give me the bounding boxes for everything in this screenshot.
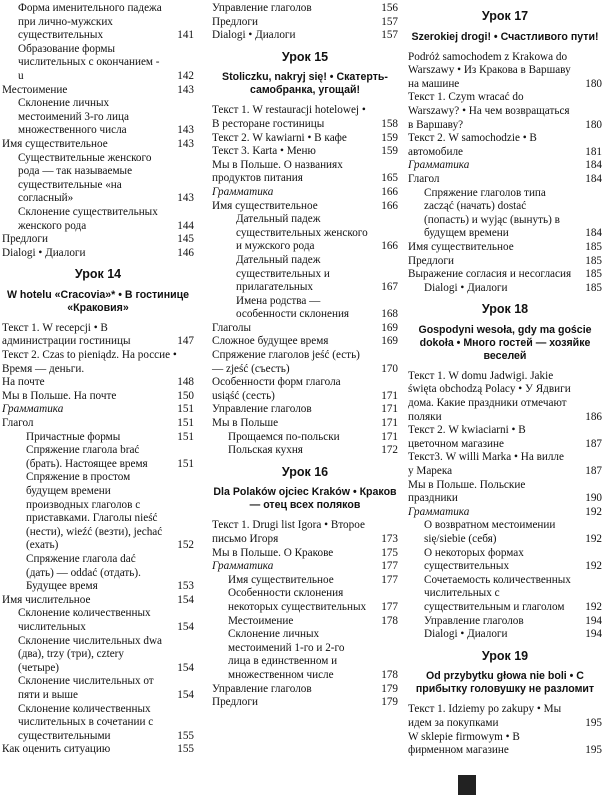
- toc-entry: [408, 255, 602, 269]
- toc-entry-title: Спряжение глаголов типа zacząć (начать) dostać (попасть) и wyjąc (вынуть) в будущем времени: [424, 186, 560, 240]
- toc-entry-title: О некоторых формах существительных: [424, 546, 524, 573]
- toc-entry: [408, 615, 602, 629]
- toc-entry: [212, 200, 398, 214]
- lesson-heading: [408, 650, 602, 697]
- toc-entry-title: Местоимение: [2, 83, 68, 96]
- toc-entry: [408, 451, 602, 478]
- toc-entry-title: Мы в Польше. О Кракове: [212, 546, 334, 559]
- toc-entry: [212, 295, 398, 322]
- toc-entry-title: Предлоги: [408, 254, 454, 267]
- toc-page-number: 170: [381, 362, 398, 375]
- toc-entry: [2, 349, 194, 376]
- toc-entry-title: Имя существительное: [2, 137, 108, 150]
- toc-entry-title: Имя числительное: [2, 593, 91, 606]
- toc-entry-title: Управление глаголов: [424, 614, 524, 627]
- toc-entry-title: Спряжение в простом будущем времени производных глаголов с приставками. Глаголы nieść (нести), wieźć (везти), jechać (ехать): [26, 471, 163, 552]
- toc-page-number: 165: [381, 172, 398, 185]
- toc-entry-title: Склонение количественных числительных в сочетании с существительными: [18, 702, 154, 742]
- toc-page-number: 171: [381, 389, 398, 402]
- toc-page-number: 186: [585, 410, 602, 423]
- toc-entry-title: Текст 2. W samochodzie • В автомобиле: [408, 132, 537, 158]
- toc-entry-title: Управление глаголов: [212, 682, 312, 695]
- toc-entry: [408, 282, 602, 296]
- lesson-number: Урок 17: [481, 9, 529, 23]
- toc-entry: [2, 635, 194, 676]
- toc-entry: [2, 97, 194, 138]
- toc-entry: [212, 417, 398, 431]
- toc-page-number: 166: [381, 240, 398, 253]
- toc-entry: [2, 471, 194, 553]
- toc-entry-title: Выражение согласия и несогласия: [408, 268, 572, 281]
- toc-page-number: 185: [585, 281, 602, 294]
- toc-page-number: 173: [381, 533, 398, 545]
- toc-page-number: 159: [381, 145, 398, 158]
- toc-page-number: 167: [381, 281, 398, 294]
- toc-entry-title: Имя существительное: [228, 573, 334, 586]
- toc-entry: [408, 268, 602, 282]
- lesson-number: Урок 14: [74, 267, 122, 282]
- toc-entry-title: Грамматика: [2, 403, 64, 416]
- lesson-number: Урок 16: [281, 464, 329, 479]
- toc-entry-title: Предлоги: [212, 15, 258, 28]
- toc-entry: [2, 703, 194, 744]
- toc-page-number: 151: [177, 430, 194, 443]
- toc-entry-title: Podróż samochodem z Krakowa do Warszawy • Из Кракова в Варшаву на машине: [408, 50, 571, 90]
- toc-entry: [212, 403, 398, 417]
- toc-entry: [212, 444, 398, 458]
- toc-page-number: 190: [585, 492, 602, 505]
- toc-page-number: 178: [381, 668, 398, 681]
- toc-page-number: 187: [585, 437, 602, 450]
- toc-page-number: 154: [177, 661, 194, 674]
- toc-entry-title: Польская кухня: [228, 444, 303, 457]
- toc-entry: [2, 247, 194, 261]
- lesson-title: Od przybytku głowa nie boli • С прибытку головушку не разломит: [415, 670, 595, 696]
- toc-entry: [408, 159, 602, 173]
- toc-page-number: 158: [381, 117, 398, 130]
- toc-entry: [408, 241, 602, 255]
- toc-page-number: 179: [381, 682, 398, 695]
- toc-entry: [2, 2, 194, 43]
- toc-entry: [2, 43, 194, 84]
- toc-entry-title: Сложное будущее время: [212, 335, 329, 348]
- toc-page-number: 192: [585, 560, 602, 573]
- toc-entry: [408, 628, 602, 642]
- toc-entry-title: Имя существительное: [408, 240, 514, 253]
- toc-entry: [2, 553, 194, 594]
- toc-entry: [212, 696, 398, 710]
- toc-page-number: 169: [381, 335, 398, 348]
- toc-page-number: 151: [177, 457, 194, 470]
- toc-entry-title: Текст 2. W kwiaciarni • В цветочном магазине: [408, 424, 526, 450]
- toc-entry-title: Грамматика: [212, 185, 274, 198]
- toc-page-number: 172: [381, 444, 398, 457]
- toc-entry: [212, 574, 398, 588]
- toc-page-number: 144: [177, 219, 194, 232]
- toc-entry: [2, 431, 194, 445]
- toc-page-number: 148: [177, 376, 194, 389]
- toc-page-number: 184: [585, 227, 602, 240]
- toc-page-number: 142: [177, 69, 194, 82]
- lesson-heading: [408, 303, 602, 363]
- toc-entry-title: О возвратном местоимении się/siebie (себя): [424, 519, 556, 545]
- toc-entry: [408, 703, 602, 730]
- toc-entry-title: Текст 1. W restauracji hotelowej • В ресторане гостиницы: [212, 104, 366, 130]
- toc-entry-title: Особенности форм глагола usiąść (сесть): [212, 376, 341, 402]
- toc-page-number: 141: [177, 29, 194, 42]
- toc-entry: [212, 145, 398, 159]
- toc-entry: [212, 2, 398, 16]
- toc-entry-title: Текст3. W willi Marka • На вилле у Марека: [408, 451, 564, 478]
- toc-page-number: 153: [177, 580, 194, 593]
- toc-page-number: 151: [177, 403, 194, 416]
- toc-entry-title: Предлоги: [212, 696, 258, 709]
- toc-entry-title: Управление глаголов: [212, 403, 312, 416]
- toc-column-2: [212, 2, 398, 710]
- toc-page-number: 180: [585, 77, 602, 90]
- toc-entry-title: На почте: [2, 376, 45, 389]
- toc-entry-title: Склонение числительных от пяти и выше: [18, 675, 154, 701]
- toc-entry-title: W sklepie firmowym • В фирменном магазине: [408, 730, 520, 757]
- toc-page-number: 187: [585, 465, 602, 478]
- toc-entry: [2, 594, 194, 608]
- toc-entry-title: Особенности склонения некоторых существительных: [228, 587, 367, 613]
- toc-page-number: 181: [585, 145, 602, 158]
- toc-entry: [212, 519, 398, 546]
- toc-entry: [212, 683, 398, 697]
- toc-entry: [408, 132, 602, 159]
- toc-entry-title: Текст 2. Czas to pieniądz. На россие • Время — деньги.: [2, 349, 177, 375]
- toc-page-number: 175: [381, 546, 398, 559]
- toc-page-number: 194: [585, 628, 602, 641]
- toc-entry: [2, 675, 194, 702]
- toc-entry: [2, 84, 194, 98]
- toc-page-number: 152: [177, 539, 194, 552]
- toc-entry: [408, 479, 602, 506]
- toc-page-number: 184: [585, 172, 602, 185]
- toc-entry: [212, 104, 398, 131]
- toc-page-number: 194: [585, 614, 602, 627]
- toc-entry-title: Управление глаголов: [212, 2, 312, 14]
- toc-page-number: 155: [177, 743, 194, 756]
- lesson-heading: [212, 466, 398, 513]
- toc-page-number: 177: [381, 600, 398, 613]
- toc-entry: [212, 322, 398, 336]
- toc-entry-title: Текст 1. Czym wracać do Warszawy? • На чем возвращаться в Варшаву?: [408, 91, 570, 131]
- toc-page-number: 171: [381, 417, 398, 430]
- lesson-title: W hotelu «Cracovia»* • В гостинице «Краковия»: [6, 288, 190, 314]
- toc-entry-title: Мы в Польше: [212, 417, 279, 430]
- toc-entry-title: Склонение количественных числительных: [18, 607, 151, 633]
- toc-page-number: 177: [381, 573, 398, 586]
- toc-page-number: 143: [177, 124, 194, 137]
- toc-page-number: 195: [585, 744, 602, 757]
- toc-entry: [212, 132, 398, 146]
- toc-page-number: 159: [381, 131, 398, 144]
- toc-entry-title: Dialogi • Диалоги: [424, 628, 508, 641]
- toc-page-number: 171: [381, 430, 398, 443]
- toc-entry: [2, 233, 194, 247]
- toc-entry-title: Dialogi • Диалоги: [424, 281, 508, 294]
- toc-entry: [408, 547, 602, 574]
- toc-entry-title: Глаголы: [212, 321, 252, 334]
- toc-entry-title: Текст 1. Drugi list Igora • Второе письмо Игоря: [212, 519, 365, 545]
- toc-entry-title: Мы в Польше. Польские праздники: [408, 478, 526, 505]
- toc-entry: [2, 376, 194, 390]
- toc-entry-title: Грамматика: [212, 560, 274, 573]
- toc-entry-title: Спряжение глаголов jeść (есть) — zjeść (съесть): [212, 349, 360, 375]
- toc-entry: [212, 587, 398, 614]
- toc-page-number: 150: [177, 389, 194, 402]
- toc-entry: [408, 424, 602, 451]
- toc-page-number: 166: [381, 185, 398, 198]
- toc-entry: [212, 615, 398, 629]
- toc-page-number: 178: [381, 614, 398, 627]
- toc-page-number: 154: [177, 688, 194, 701]
- toc-page-number: 195: [585, 716, 602, 729]
- lesson-number: Урок 19: [481, 648, 529, 663]
- toc-entry-title: Склонение существительных женского рода: [18, 205, 158, 232]
- toc-page-number: 166: [381, 199, 398, 212]
- toc-entry: [408, 187, 602, 241]
- toc-entry: [2, 322, 194, 349]
- toc-entry: [408, 51, 602, 92]
- toc-entry: [2, 152, 194, 206]
- toc-page-number: 185: [585, 254, 602, 267]
- toc-entry-title: Существительные женского рода — так называемые существительные «на согласный»: [18, 151, 152, 205]
- lesson-title: Szerokiej drogi! • Счастливого пути!: [411, 30, 599, 43]
- toc-entry: [408, 519, 602, 546]
- toc-entry: [2, 743, 194, 757]
- toc-entry: [212, 186, 398, 200]
- toc-page-number: 154: [177, 620, 194, 633]
- toc-entry: [408, 731, 602, 758]
- toc-entry: [2, 138, 194, 152]
- toc-page-number: 157: [381, 29, 398, 42]
- toc-page-number: 157: [381, 15, 398, 28]
- toc-entry-title: Дательный падеж существительных и прилагательных: [236, 253, 330, 294]
- toc-entry-title: Мы в Польше. На почте: [2, 389, 117, 402]
- toc-entry: [2, 206, 194, 233]
- toc-entry-title: Dialogi • Диалоги: [2, 246, 86, 259]
- toc-entry-title: Глагол: [2, 417, 34, 430]
- toc-entry-title: Склонение числительных dwa (два), trzy (три), cztery (четыре): [18, 634, 162, 674]
- toc-entry: [212, 29, 398, 43]
- toc-page-number: 192: [585, 600, 602, 613]
- stamp-mark: [458, 775, 476, 795]
- toc-entry-title: Склонение личных местоимений 1-го и 2-го лица в единственном и множественном числе: [228, 628, 345, 681]
- lesson-heading: [408, 10, 602, 44]
- toc-entry-title: Прощаемся по-польски: [228, 430, 340, 443]
- toc-entry: [212, 349, 398, 376]
- lesson-heading: [212, 51, 398, 98]
- toc-entry: [212, 16, 398, 30]
- toc-entry-title: Глагол: [408, 172, 440, 185]
- toc-page-number: 185: [585, 240, 602, 253]
- toc-entry-title: Мы в Польше. О названиях продуктов питания: [212, 158, 343, 185]
- toc-entry-title: Дательный падеж существительных женского и мужского рода: [236, 213, 368, 253]
- lesson-title: Stoliczku, nakryj się! • Скатерть-самобранка, угощай!: [222, 71, 388, 97]
- toc-page-number: 143: [177, 192, 194, 205]
- lesson-number: Урок 15: [281, 49, 329, 64]
- toc-entry: [212, 628, 398, 682]
- toc-page-number: 147: [177, 335, 194, 348]
- toc-entry: [212, 159, 398, 186]
- toc-entry: [2, 444, 194, 471]
- lesson-title: Dla Polaków ojciec Kraków • Краков — отец всех поляков: [213, 486, 397, 512]
- toc-entry: [408, 574, 602, 615]
- toc-entry-title: Причастные формы: [26, 430, 121, 443]
- lesson-heading: [2, 268, 194, 315]
- toc-entry-title: Грамматика: [408, 505, 470, 518]
- toc-entry-title: Спряжение глагола brać (брать). Настоящее время: [26, 444, 148, 470]
- toc-column-3: [408, 2, 602, 758]
- toc-entry-title: Сочетаемость количественных числительных с существительным и глаголом: [424, 573, 571, 613]
- toc-page-number: 192: [585, 533, 602, 545]
- toc-page-number: 154: [177, 593, 194, 606]
- toc-page-number: 143: [177, 83, 194, 96]
- toc-entry-title: Форма именительного падежа при лично-мужских существительных: [18, 2, 162, 42]
- toc-entry-title: Dialogi • Диалоги: [212, 29, 296, 42]
- toc-entry: [408, 506, 602, 520]
- toc-entry-title: Предлоги: [2, 233, 48, 246]
- toc-entry: [2, 417, 194, 431]
- toc-entry: [2, 390, 194, 404]
- toc-page-number: 145: [177, 233, 194, 246]
- toc-entry: [212, 254, 398, 295]
- toc-entry-title: Спряжение глагола dać (дать) — oddać (отдать). Будущее время: [26, 552, 141, 593]
- toc-entry-title: Как оценить ситуацию: [2, 743, 111, 756]
- toc-entry: [212, 547, 398, 561]
- toc-entry-title: Грамматика: [408, 159, 470, 172]
- toc-entry: [212, 560, 398, 574]
- toc-page-number: 177: [381, 560, 398, 573]
- toc-entry: [2, 403, 194, 417]
- lesson-number: Урок 18: [481, 302, 529, 317]
- toc-page-number: 151: [177, 417, 194, 430]
- toc-entry: [212, 335, 398, 349]
- toc-entry-title: Текст 1. W domu Jadwigi. Jakie święta obchodzą Polacy • У Ядвиги дома. Какие праздники отмечают поляки: [408, 369, 571, 423]
- toc-entry: [212, 431, 398, 445]
- toc-page-number: 168: [381, 308, 398, 321]
- toc-entry: [2, 607, 194, 634]
- toc-page-number: 184: [585, 159, 602, 172]
- toc-entry-title: Местоимение: [228, 614, 294, 627]
- toc-page-number: 155: [177, 729, 194, 742]
- toc-entry: [408, 91, 602, 132]
- toc-column-1: [2, 2, 194, 757]
- toc-page-number: 156: [381, 2, 398, 14]
- lesson-title: Gospodyni wesoła, gdy ma goście dokoła • Много гостей — хозяйке веселей: [418, 323, 592, 362]
- toc-entry: [212, 376, 398, 403]
- toc-page-number: 171: [381, 403, 398, 416]
- toc-entry: [212, 213, 398, 254]
- toc-entry: [408, 370, 602, 424]
- toc-entry-title: Текст 2. W kawiarni • В кафе: [212, 131, 347, 144]
- toc-page-number: 179: [381, 696, 398, 709]
- toc-entry-title: Текст 3. Karta • Меню: [212, 145, 316, 158]
- toc-page-number: 185: [585, 268, 602, 281]
- toc-entry-title: Текст 1. Idziemy po zakupy • Мы идем за покупками: [408, 703, 562, 729]
- toc-page-number: 169: [381, 321, 398, 334]
- toc-page-number: 143: [177, 137, 194, 150]
- toc-entry-title: Склонение личных местоимений 3-го лица множественного числа: [18, 97, 129, 137]
- toc-entry: [408, 173, 602, 187]
- toc-entry-title: Имя существительное: [212, 199, 318, 212]
- toc-page-number: 180: [585, 118, 602, 131]
- toc-entry-title: Образование формы числительных с окончанием -u: [18, 42, 160, 82]
- toc-entry-title: Имена родства — особенности склонения: [236, 294, 350, 321]
- toc-page-number: 146: [177, 246, 194, 259]
- toc-page-number: 192: [585, 505, 602, 518]
- toc-entry-title: Текст 1. W recepcji • В администрации гостиницы: [2, 321, 131, 348]
